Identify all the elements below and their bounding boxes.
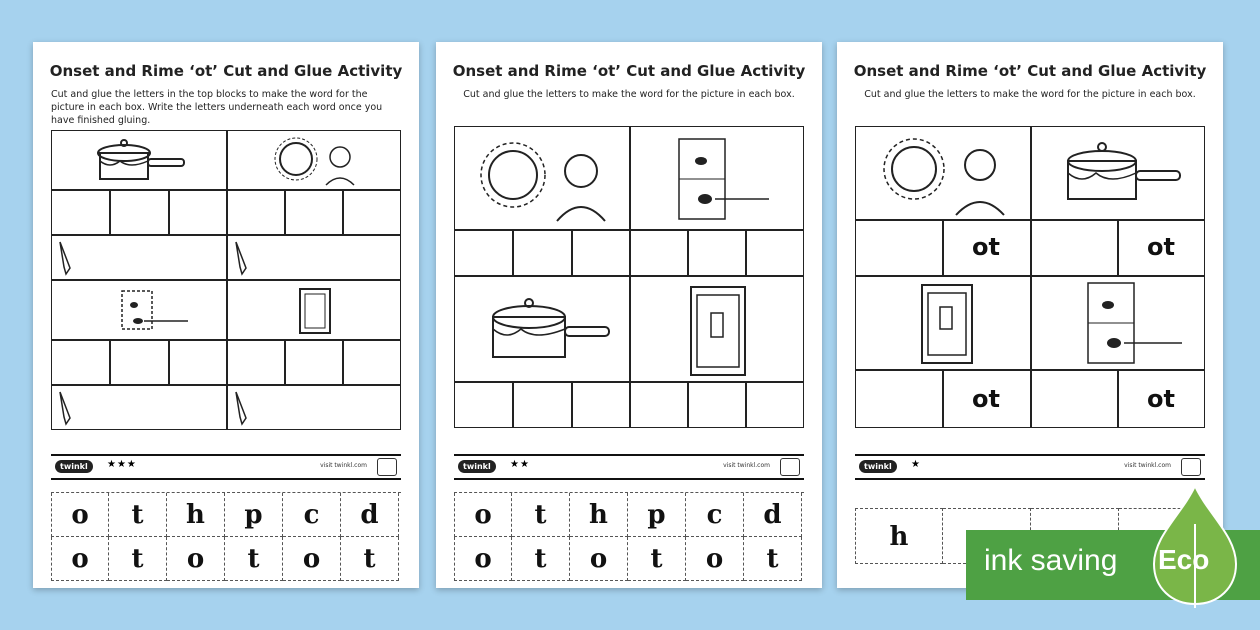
- twinkl-logo: twinkl: [458, 460, 496, 473]
- pencil-icon: [56, 390, 76, 426]
- picture-box: [1031, 126, 1205, 220]
- letter-box: [572, 382, 630, 428]
- worksheet-title: Onset and Rime ‘ot’ Cut and Glue Activity: [452, 62, 806, 80]
- rime-box: [1118, 220, 1205, 276]
- letter-box: [454, 230, 513, 276]
- letter-box: [513, 382, 572, 428]
- picture-box: [855, 276, 1031, 370]
- rime-text: ot: [1147, 385, 1175, 413]
- letter-box: [572, 230, 630, 276]
- pencil-icon: [56, 240, 76, 276]
- dot-picture: [118, 287, 198, 335]
- letter-box: [343, 340, 401, 385]
- letter-tile: t: [744, 537, 802, 581]
- letter-box: [630, 382, 688, 428]
- visit-text: visit twinkl.com: [723, 462, 770, 469]
- worksheet-title: Onset and Rime ‘ot’ Cut and Glue Activity: [853, 62, 1207, 80]
- dot-picture: [671, 135, 781, 223]
- picture-box: [227, 130, 401, 190]
- difficulty-stars: ★: [911, 459, 921, 470]
- cot-picture: [296, 285, 336, 337]
- writing-box: [227, 385, 401, 430]
- letter-box: [513, 230, 572, 276]
- letter-tile: o: [283, 537, 341, 581]
- writing-box: [227, 235, 401, 280]
- letter-tile: p: [225, 493, 283, 537]
- picture-box: [454, 276, 630, 382]
- letter-tile: p: [628, 493, 686, 537]
- letter-box: [51, 340, 110, 385]
- visit-text: visit twinkl.com: [1124, 462, 1171, 469]
- letter-tile: o: [51, 537, 109, 581]
- badge-icon: [780, 458, 800, 476]
- letter-tile: t: [225, 537, 283, 581]
- badge-icon: [1181, 458, 1201, 476]
- picture-box: [454, 126, 630, 230]
- letter-tile: o: [454, 537, 512, 581]
- writing-box: [51, 235, 227, 280]
- letter-box: [110, 340, 169, 385]
- picture-box: [855, 126, 1031, 220]
- worksheet-footer: [855, 454, 1205, 480]
- pencil-icon: [232, 390, 252, 426]
- cut-out-letters: [51, 492, 401, 581]
- picture-box: [51, 130, 227, 190]
- letter-box: [855, 370, 943, 428]
- picture-box: [227, 280, 401, 340]
- rime-box: [943, 220, 1031, 276]
- rime-box: [1118, 370, 1205, 428]
- letter-box: [1031, 220, 1118, 276]
- visit-text: visit twinkl.com: [320, 462, 367, 469]
- letter-tile: h: [855, 508, 943, 564]
- letter-box: [746, 230, 804, 276]
- twinkl-logo: twinkl: [859, 460, 897, 473]
- cot-picture: [685, 283, 751, 379]
- letter-tile: c: [283, 493, 341, 537]
- picture-box: [51, 280, 227, 340]
- worksheet-instructions: Cut and glue the letters to make the word for the picture in each box.: [864, 89, 1196, 100]
- letter-box: [227, 190, 285, 235]
- twinkl-logo: twinkl: [55, 460, 93, 473]
- worksheet-2: [436, 42, 822, 588]
- letter-box: [630, 230, 688, 276]
- picture-box: [630, 126, 804, 230]
- letter-box: [285, 340, 343, 385]
- letter-tile: o: [570, 537, 628, 581]
- letter-tile: o: [51, 493, 109, 537]
- picture-box: [1031, 276, 1205, 370]
- worksheet-instructions: Cut and glue the letters to make the word for the picture in each box.: [463, 89, 795, 100]
- letter-box: [688, 230, 746, 276]
- letter-box: [51, 190, 110, 235]
- pot-picture: [483, 293, 613, 369]
- rime-text: ot: [972, 233, 1000, 261]
- rime-text: ot: [1147, 233, 1175, 261]
- letter-box: [1031, 370, 1118, 428]
- letter-tile: t: [341, 537, 399, 581]
- difficulty-stars: ★★★: [107, 459, 137, 470]
- letter-tile: t: [109, 537, 167, 581]
- letter-box: [454, 382, 513, 428]
- eco-label: Eco: [1158, 544, 1210, 575]
- letter-tile: t: [628, 537, 686, 581]
- letter-tile: o: [686, 537, 744, 581]
- letter-tile: d: [341, 493, 399, 537]
- letter-box: [855, 220, 943, 276]
- pencil-icon: [232, 240, 252, 276]
- letter-box: [169, 190, 227, 235]
- letter-tile: c: [686, 493, 744, 537]
- cut-out-letters: [454, 492, 804, 581]
- worksheet-instructions: Cut and glue the letters in the top blocks to make the word for the picture in each box. Write the letters underneath each word once you have finished gluing.: [51, 89, 383, 126]
- difficulty-stars: ★★: [510, 459, 530, 470]
- worksheet-title: Onset and Rime ‘ot’ Cut and Glue Activity: [49, 62, 403, 80]
- pot-picture: [1056, 139, 1186, 211]
- badge-icon: [377, 458, 397, 476]
- dot-picture: [1082, 281, 1192, 367]
- pot-picture: [92, 135, 192, 187]
- letter-box: [688, 382, 746, 428]
- cot-picture: [916, 281, 980, 367]
- rime-box: [943, 370, 1031, 428]
- letter-tile: h: [570, 493, 628, 537]
- letter-box: [227, 340, 285, 385]
- sun-boy-picture: [274, 135, 364, 187]
- letter-tile: t: [512, 493, 570, 537]
- letter-tile: h: [167, 493, 225, 537]
- worksheet-1: [33, 42, 419, 588]
- worksheet-footer: [454, 454, 804, 480]
- letter-box: [110, 190, 169, 235]
- writing-box: [51, 385, 227, 430]
- letter-tile: o: [167, 537, 225, 581]
- letter-box: [285, 190, 343, 235]
- letter-box: [746, 382, 804, 428]
- worksheet-footer: [51, 454, 401, 480]
- sun-boy-picture: [876, 131, 1016, 217]
- letter-tile: t: [109, 493, 167, 537]
- letter-tile: d: [744, 493, 802, 537]
- rime-text: ot: [972, 385, 1000, 413]
- sun-boy-picture: [475, 135, 615, 223]
- letter-box: [343, 190, 401, 235]
- letter-box: [169, 340, 227, 385]
- ink-saving-label: ink saving: [984, 544, 1118, 577]
- picture-box: [630, 276, 804, 382]
- letter-tile: t: [512, 537, 570, 581]
- letter-tile: o: [454, 493, 512, 537]
